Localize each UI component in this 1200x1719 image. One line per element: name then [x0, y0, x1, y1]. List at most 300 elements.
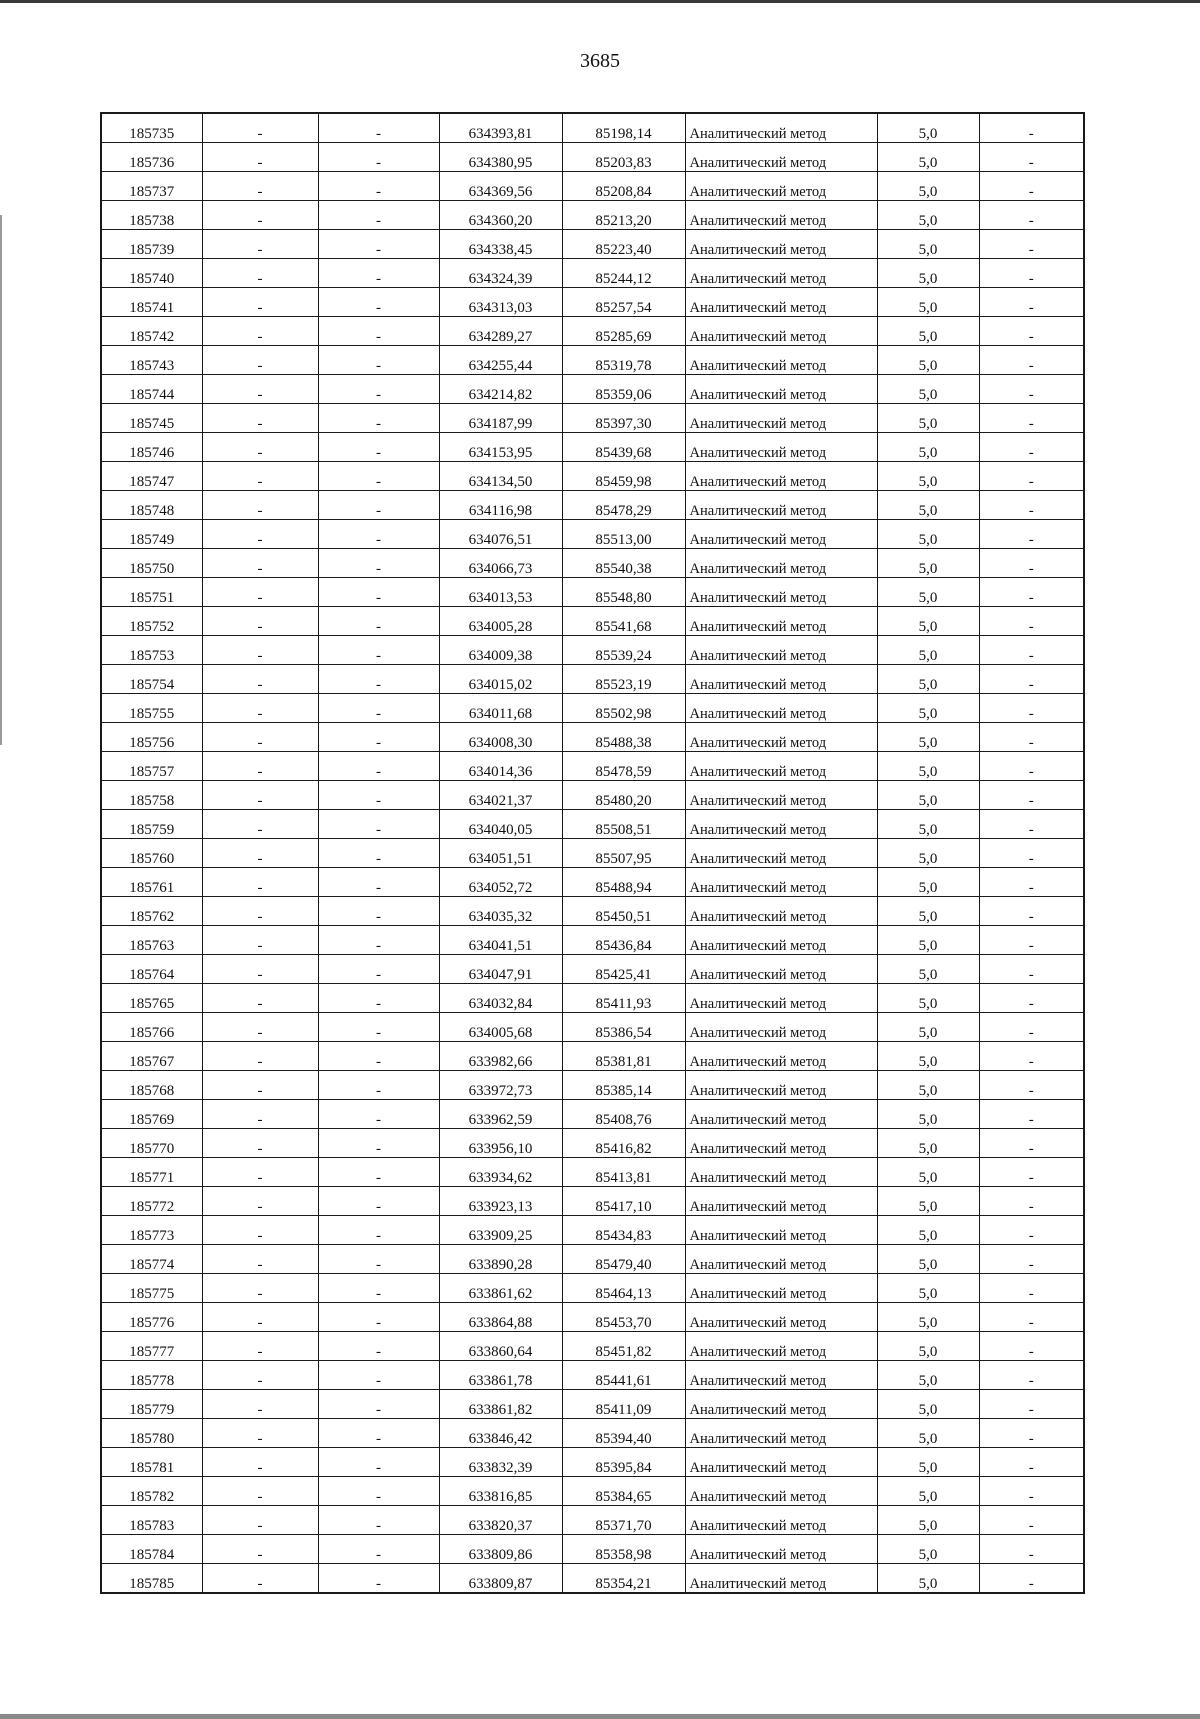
empty-cell: -	[318, 694, 439, 723]
empty-cell: -	[979, 113, 1084, 143]
y-coordinate-cell: 85408,76	[562, 1100, 685, 1129]
empty-cell: -	[318, 143, 439, 172]
table-row	[101, 1245, 1084, 1274]
y-coordinate-cell: 85425,41	[562, 955, 685, 984]
table-row	[101, 955, 1084, 984]
accuracy-cell: 5,0	[877, 781, 979, 810]
empty-cell: -	[318, 810, 439, 839]
table-body	[101, 113, 1084, 1593]
empty-cell: -	[979, 1013, 1084, 1042]
table-row	[101, 201, 1084, 230]
y-coordinate-cell: 85513,00	[562, 520, 685, 549]
empty-cell: -	[202, 1477, 318, 1506]
empty-cell: -	[979, 1158, 1084, 1187]
table-row	[101, 404, 1084, 433]
accuracy-cell: 5,0	[877, 1042, 979, 1071]
table-row	[101, 752, 1084, 781]
method-cell: Аналитический метод	[685, 1332, 877, 1361]
empty-cell: -	[318, 665, 439, 694]
empty-cell: -	[202, 317, 318, 346]
y-coordinate-cell: 85450,51	[562, 897, 685, 926]
point-id-cell: 185782	[101, 1477, 202, 1506]
point-id-cell: 185745	[101, 404, 202, 433]
point-id-cell: 185778	[101, 1361, 202, 1390]
method-cell: Аналитический метод	[685, 955, 877, 984]
empty-cell: -	[979, 1564, 1084, 1594]
empty-cell: -	[979, 491, 1084, 520]
x-coordinate-cell: 634047,91	[439, 955, 562, 984]
x-coordinate-cell: 633962,59	[439, 1100, 562, 1129]
table-row	[101, 1100, 1084, 1129]
y-coordinate-cell: 85453,70	[562, 1303, 685, 1332]
empty-cell: -	[318, 839, 439, 868]
x-coordinate-cell: 633846,42	[439, 1419, 562, 1448]
scan-left-mark	[0, 215, 2, 745]
empty-cell: -	[979, 1448, 1084, 1477]
empty-cell: -	[202, 1274, 318, 1303]
y-coordinate-cell: 85358,98	[562, 1535, 685, 1564]
accuracy-cell: 5,0	[877, 288, 979, 317]
table-row	[101, 1071, 1084, 1100]
empty-cell: -	[979, 1506, 1084, 1535]
method-cell: Аналитический метод	[685, 1071, 877, 1100]
empty-cell: -	[318, 1535, 439, 1564]
empty-cell: -	[202, 462, 318, 491]
empty-cell: -	[202, 346, 318, 375]
y-coordinate-cell: 85459,98	[562, 462, 685, 491]
empty-cell: -	[318, 113, 439, 143]
empty-cell: -	[318, 636, 439, 665]
empty-cell: -	[318, 288, 439, 317]
empty-cell: -	[318, 201, 439, 230]
empty-cell: -	[318, 1216, 439, 1245]
point-id-cell: 185769	[101, 1100, 202, 1129]
x-coordinate-cell: 633982,66	[439, 1042, 562, 1071]
method-cell: Аналитический метод	[685, 752, 877, 781]
table-row	[101, 1419, 1084, 1448]
x-coordinate-cell: 634041,51	[439, 926, 562, 955]
empty-cell: -	[318, 491, 439, 520]
method-cell: Аналитический метод	[685, 665, 877, 694]
y-coordinate-cell: 85416,82	[562, 1129, 685, 1158]
empty-cell: -	[202, 1448, 318, 1477]
method-cell: Аналитический метод	[685, 113, 877, 143]
point-id-cell: 185760	[101, 839, 202, 868]
empty-cell: -	[202, 810, 318, 839]
accuracy-cell: 5,0	[877, 1013, 979, 1042]
accuracy-cell: 5,0	[877, 1158, 979, 1187]
empty-cell: -	[318, 1042, 439, 1071]
method-cell: Аналитический метод	[685, 810, 877, 839]
empty-cell: -	[979, 346, 1084, 375]
point-id-cell: 185785	[101, 1564, 202, 1594]
method-cell: Аналитический метод	[685, 346, 877, 375]
empty-cell: -	[202, 897, 318, 926]
point-id-cell: 185757	[101, 752, 202, 781]
empty-cell: -	[318, 1187, 439, 1216]
table-row	[101, 1158, 1084, 1187]
table-row	[101, 810, 1084, 839]
empty-cell: -	[318, 1158, 439, 1187]
method-cell: Аналитический метод	[685, 143, 877, 172]
y-coordinate-cell: 85541,68	[562, 607, 685, 636]
point-id-cell: 185765	[101, 984, 202, 1013]
method-cell: Аналитический метод	[685, 868, 877, 897]
table-row	[101, 1332, 1084, 1361]
y-coordinate-cell: 85411,09	[562, 1390, 685, 1419]
empty-cell: -	[202, 1332, 318, 1361]
method-cell: Аналитический метод	[685, 259, 877, 288]
point-id-cell: 185739	[101, 230, 202, 259]
point-id-cell: 185761	[101, 868, 202, 897]
table-row	[101, 375, 1084, 404]
point-id-cell: 185766	[101, 1013, 202, 1042]
x-coordinate-cell: 634035,32	[439, 897, 562, 926]
y-coordinate-cell: 85386,54	[562, 1013, 685, 1042]
empty-cell: -	[202, 113, 318, 143]
empty-cell: -	[202, 868, 318, 897]
accuracy-cell: 5,0	[877, 230, 979, 259]
empty-cell: -	[318, 897, 439, 926]
point-id-cell: 185750	[101, 549, 202, 578]
method-cell: Аналитический метод	[685, 781, 877, 810]
table-row	[101, 288, 1084, 317]
empty-cell: -	[202, 955, 318, 984]
accuracy-cell: 5,0	[877, 113, 979, 143]
point-id-cell: 185783	[101, 1506, 202, 1535]
x-coordinate-cell: 634015,02	[439, 665, 562, 694]
table-row	[101, 1013, 1084, 1042]
table-row	[101, 1564, 1084, 1594]
empty-cell: -	[979, 172, 1084, 201]
accuracy-cell: 5,0	[877, 143, 979, 172]
empty-cell: -	[979, 839, 1084, 868]
x-coordinate-cell: 634324,39	[439, 259, 562, 288]
y-coordinate-cell: 85371,70	[562, 1506, 685, 1535]
empty-cell: -	[202, 1216, 318, 1245]
empty-cell: -	[318, 259, 439, 288]
y-coordinate-cell: 85223,40	[562, 230, 685, 259]
y-coordinate-cell: 85548,80	[562, 578, 685, 607]
y-coordinate-cell: 85285,69	[562, 317, 685, 346]
x-coordinate-cell: 633909,25	[439, 1216, 562, 1245]
x-coordinate-cell: 633861,78	[439, 1361, 562, 1390]
y-coordinate-cell: 85203,83	[562, 143, 685, 172]
accuracy-cell: 5,0	[877, 926, 979, 955]
x-coordinate-cell: 633816,85	[439, 1477, 562, 1506]
empty-cell: -	[202, 984, 318, 1013]
y-coordinate-cell: 85385,14	[562, 1071, 685, 1100]
accuracy-cell: 5,0	[877, 1187, 979, 1216]
table-row	[101, 346, 1084, 375]
table-row	[101, 1506, 1084, 1535]
accuracy-cell: 5,0	[877, 839, 979, 868]
method-cell: Аналитический метод	[685, 1506, 877, 1535]
x-coordinate-cell: 634011,68	[439, 694, 562, 723]
method-cell: Аналитический метод	[685, 897, 877, 926]
point-id-cell: 185781	[101, 1448, 202, 1477]
x-coordinate-cell: 634313,03	[439, 288, 562, 317]
empty-cell: -	[979, 317, 1084, 346]
accuracy-cell: 5,0	[877, 1332, 979, 1361]
accuracy-cell: 5,0	[877, 201, 979, 230]
y-coordinate-cell: 85394,40	[562, 1419, 685, 1448]
y-coordinate-cell: 85417,10	[562, 1187, 685, 1216]
method-cell: Аналитический метод	[685, 1564, 877, 1594]
method-cell: Аналитический метод	[685, 288, 877, 317]
empty-cell: -	[318, 955, 439, 984]
method-cell: Аналитический метод	[685, 462, 877, 491]
accuracy-cell: 5,0	[877, 1216, 979, 1245]
x-coordinate-cell: 634076,51	[439, 520, 562, 549]
table-row	[101, 317, 1084, 346]
empty-cell: -	[202, 578, 318, 607]
table-row	[101, 259, 1084, 288]
point-id-cell: 185735	[101, 113, 202, 143]
empty-cell: -	[202, 781, 318, 810]
table-row	[101, 1477, 1084, 1506]
x-coordinate-cell: 634380,95	[439, 143, 562, 172]
method-cell: Аналитический метод	[685, 1245, 877, 1274]
method-cell: Аналитический метод	[685, 404, 877, 433]
empty-cell: -	[979, 1419, 1084, 1448]
table-row	[101, 1361, 1084, 1390]
method-cell: Аналитический метод	[685, 723, 877, 752]
empty-cell: -	[318, 1332, 439, 1361]
y-coordinate-cell: 85488,38	[562, 723, 685, 752]
accuracy-cell: 5,0	[877, 607, 979, 636]
empty-cell: -	[202, 607, 318, 636]
page-number: 3685	[580, 50, 620, 72]
empty-cell: -	[318, 1303, 439, 1332]
table-row	[101, 1390, 1084, 1419]
empty-cell: -	[979, 1535, 1084, 1564]
x-coordinate-cell: 633923,13	[439, 1187, 562, 1216]
table-row	[101, 549, 1084, 578]
method-cell: Аналитический метод	[685, 1158, 877, 1187]
table-row	[101, 723, 1084, 752]
accuracy-cell: 5,0	[877, 723, 979, 752]
y-coordinate-cell: 85507,95	[562, 839, 685, 868]
empty-cell: -	[979, 1129, 1084, 1158]
empty-cell: -	[318, 433, 439, 462]
empty-cell: -	[979, 1361, 1084, 1390]
empty-cell: -	[979, 549, 1084, 578]
table-row	[101, 1303, 1084, 1332]
empty-cell: -	[318, 1100, 439, 1129]
point-id-cell: 185777	[101, 1332, 202, 1361]
empty-cell: -	[318, 172, 439, 201]
accuracy-cell: 5,0	[877, 752, 979, 781]
empty-cell: -	[318, 1477, 439, 1506]
table-row	[101, 491, 1084, 520]
x-coordinate-cell: 634009,38	[439, 636, 562, 665]
table-row	[101, 462, 1084, 491]
empty-cell: -	[979, 578, 1084, 607]
method-cell: Аналитический метод	[685, 433, 877, 462]
empty-cell: -	[202, 549, 318, 578]
empty-cell: -	[979, 868, 1084, 897]
point-id-cell: 185751	[101, 578, 202, 607]
method-cell: Аналитический метод	[685, 520, 877, 549]
table-row	[101, 897, 1084, 926]
method-cell: Аналитический метод	[685, 1216, 877, 1245]
method-cell: Аналитический метод	[685, 1535, 877, 1564]
x-coordinate-cell: 634040,05	[439, 810, 562, 839]
y-coordinate-cell: 85213,20	[562, 201, 685, 230]
accuracy-cell: 5,0	[877, 491, 979, 520]
table-row	[101, 1274, 1084, 1303]
method-cell: Аналитический метод	[685, 926, 877, 955]
y-coordinate-cell: 85381,81	[562, 1042, 685, 1071]
empty-cell: -	[979, 752, 1084, 781]
point-id-cell: 185779	[101, 1390, 202, 1419]
accuracy-cell: 5,0	[877, 897, 979, 926]
empty-cell: -	[979, 1477, 1084, 1506]
table-row	[101, 143, 1084, 172]
table-row	[101, 1448, 1084, 1477]
empty-cell: -	[202, 143, 318, 172]
x-coordinate-cell: 634005,68	[439, 1013, 562, 1042]
point-id-cell: 185759	[101, 810, 202, 839]
accuracy-cell: 5,0	[877, 1303, 979, 1332]
y-coordinate-cell: 85439,68	[562, 433, 685, 462]
x-coordinate-cell: 634369,56	[439, 172, 562, 201]
x-coordinate-cell: 634289,27	[439, 317, 562, 346]
accuracy-cell: 5,0	[877, 1100, 979, 1129]
method-cell: Аналитический метод	[685, 1100, 877, 1129]
x-coordinate-cell: 634116,98	[439, 491, 562, 520]
empty-cell: -	[979, 636, 1084, 665]
method-cell: Аналитический метод	[685, 1477, 877, 1506]
point-id-cell: 185741	[101, 288, 202, 317]
empty-cell: -	[979, 984, 1084, 1013]
empty-cell: -	[318, 1129, 439, 1158]
empty-cell: -	[202, 1245, 318, 1274]
table-row	[101, 1129, 1084, 1158]
accuracy-cell: 5,0	[877, 1419, 979, 1448]
method-cell: Аналитический метод	[685, 1274, 877, 1303]
y-coordinate-cell: 85198,14	[562, 113, 685, 143]
x-coordinate-cell: 633934,62	[439, 1158, 562, 1187]
empty-cell: -	[318, 1071, 439, 1100]
x-coordinate-cell: 634032,84	[439, 984, 562, 1013]
x-coordinate-cell: 633864,88	[439, 1303, 562, 1332]
accuracy-cell: 5,0	[877, 868, 979, 897]
point-id-cell: 185763	[101, 926, 202, 955]
empty-cell: -	[202, 636, 318, 665]
empty-cell: -	[202, 1042, 318, 1071]
y-coordinate-cell: 85451,82	[562, 1332, 685, 1361]
point-id-cell: 185736	[101, 143, 202, 172]
table-row	[101, 694, 1084, 723]
table-row	[101, 868, 1084, 897]
accuracy-cell: 5,0	[877, 1535, 979, 1564]
table-row	[101, 1535, 1084, 1564]
x-coordinate-cell: 633972,73	[439, 1071, 562, 1100]
empty-cell: -	[979, 259, 1084, 288]
empty-cell: -	[318, 781, 439, 810]
empty-cell: -	[979, 1332, 1084, 1361]
x-coordinate-cell: 633890,28	[439, 1245, 562, 1274]
empty-cell: -	[979, 1071, 1084, 1100]
empty-cell: -	[979, 375, 1084, 404]
x-coordinate-cell: 634360,20	[439, 201, 562, 230]
empty-cell: -	[202, 404, 318, 433]
y-coordinate-cell: 85441,61	[562, 1361, 685, 1390]
empty-cell: -	[202, 1013, 318, 1042]
empty-cell: -	[202, 723, 318, 752]
x-coordinate-cell: 634393,81	[439, 113, 562, 143]
empty-cell: -	[202, 665, 318, 694]
empty-cell: -	[202, 375, 318, 404]
y-coordinate-cell: 85479,40	[562, 1245, 685, 1274]
empty-cell: -	[202, 1361, 318, 1390]
empty-cell: -	[318, 317, 439, 346]
empty-cell: -	[318, 868, 439, 897]
accuracy-cell: 5,0	[877, 984, 979, 1013]
accuracy-cell: 5,0	[877, 346, 979, 375]
accuracy-cell: 5,0	[877, 810, 979, 839]
table-row	[101, 1216, 1084, 1245]
y-coordinate-cell: 85464,13	[562, 1274, 685, 1303]
accuracy-cell: 5,0	[877, 404, 979, 433]
point-id-cell: 185764	[101, 955, 202, 984]
y-coordinate-cell: 85478,59	[562, 752, 685, 781]
accuracy-cell: 5,0	[877, 1448, 979, 1477]
method-cell: Аналитический метод	[685, 317, 877, 346]
table-row	[101, 1187, 1084, 1216]
table-row	[101, 636, 1084, 665]
empty-cell: -	[979, 665, 1084, 694]
y-coordinate-cell: 85354,21	[562, 1564, 685, 1594]
table-row	[101, 926, 1084, 955]
empty-cell: -	[979, 1274, 1084, 1303]
x-coordinate-cell: 634338,45	[439, 230, 562, 259]
method-cell: Аналитический метод	[685, 839, 877, 868]
y-coordinate-cell: 85478,29	[562, 491, 685, 520]
table-row	[101, 781, 1084, 810]
x-coordinate-cell: 634255,44	[439, 346, 562, 375]
accuracy-cell: 5,0	[877, 636, 979, 665]
empty-cell: -	[318, 578, 439, 607]
empty-cell: -	[202, 752, 318, 781]
empty-cell: -	[979, 810, 1084, 839]
empty-cell: -	[979, 694, 1084, 723]
y-coordinate-cell: 85384,65	[562, 1477, 685, 1506]
accuracy-cell: 5,0	[877, 375, 979, 404]
y-coordinate-cell: 85359,06	[562, 375, 685, 404]
empty-cell: -	[318, 230, 439, 259]
empty-cell: -	[979, 462, 1084, 491]
empty-cell: -	[979, 1187, 1084, 1216]
empty-cell: -	[979, 1390, 1084, 1419]
y-coordinate-cell: 85540,38	[562, 549, 685, 578]
empty-cell: -	[979, 607, 1084, 636]
accuracy-cell: 5,0	[877, 955, 979, 984]
x-coordinate-cell: 634051,51	[439, 839, 562, 868]
point-id-cell: 185748	[101, 491, 202, 520]
empty-cell: -	[979, 433, 1084, 462]
method-cell: Аналитический метод	[685, 1129, 877, 1158]
x-coordinate-cell: 633860,64	[439, 1332, 562, 1361]
method-cell: Аналитический метод	[685, 172, 877, 201]
point-id-cell: 185762	[101, 897, 202, 926]
empty-cell: -	[202, 1419, 318, 1448]
y-coordinate-cell: 85395,84	[562, 1448, 685, 1477]
empty-cell: -	[318, 752, 439, 781]
x-coordinate-cell: 634021,37	[439, 781, 562, 810]
